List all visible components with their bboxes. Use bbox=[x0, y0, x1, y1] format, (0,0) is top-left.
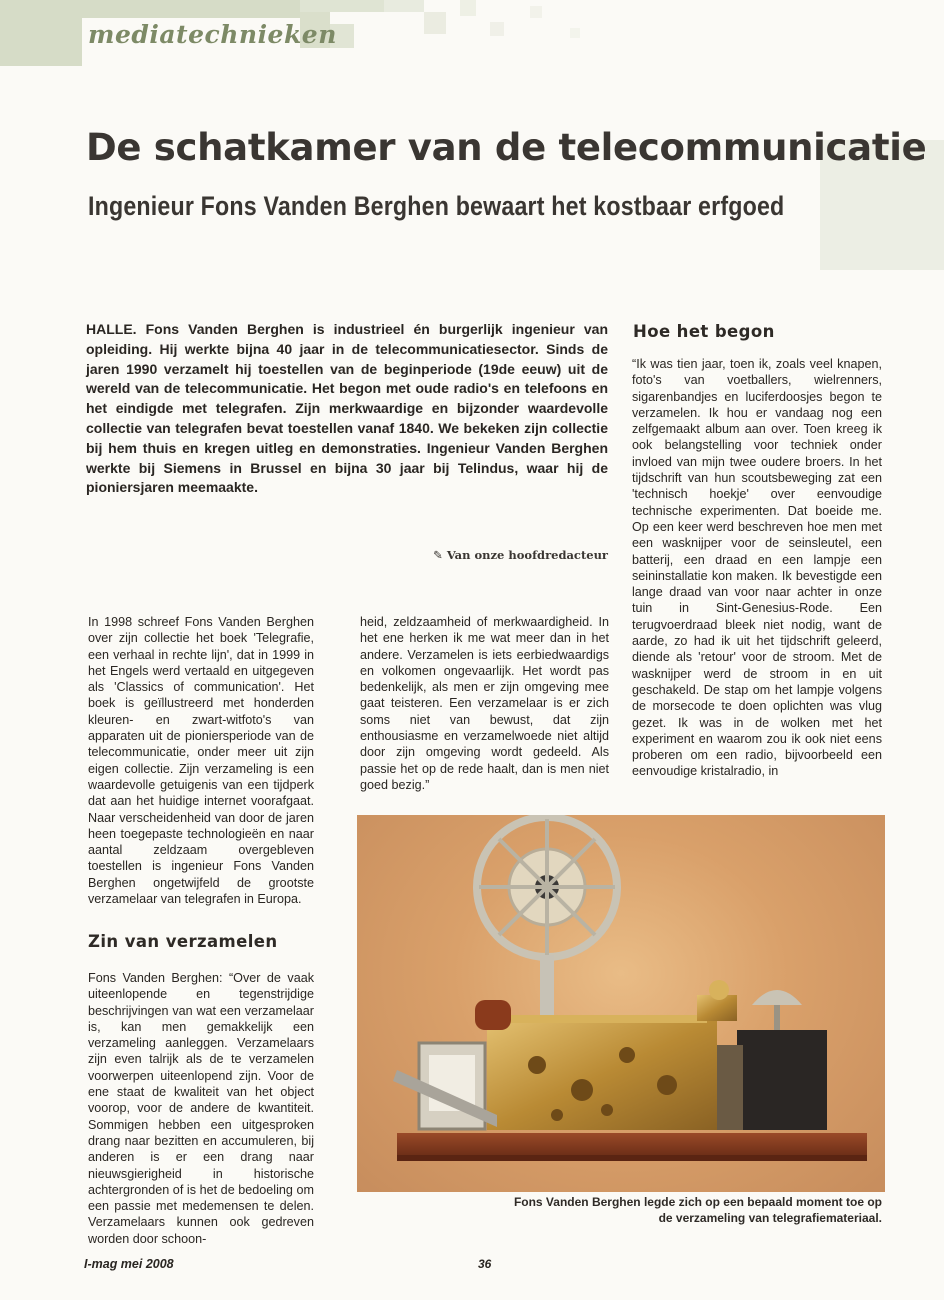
body-paragraph: In 1998 schreef Fons Vanden Berghen over zijn collectie het boek 'Telegrafie, een verhaal in rechte lijn', dat in 1999 in het Engels werd vertaald en uitgegeven als 'Classics of communication'. Het boek is geïllustreerd met honderden kleuren- en zwart-witfoto's van apparaten uit de pioniersperiode van de telecommunicatie, onder meer uit zijn eigen collectie. Zijn verzameling is een waardevolle getuigenis van een tijdperk dat aan het huidige internet voorafgaat. Naar verscheidenheid van door de jaren heen toegepaste technologieën en naar aantal zeldzaam overgebleven toestellen is ingenieur Fons Vanden Berghen ongetwijfeld de grootste verzamelaar van telegrafen in Europa. bbox=[88, 615, 314, 907]
byline bbox=[420, 548, 608, 562]
header-square bbox=[460, 0, 476, 16]
wooden-base bbox=[397, 1133, 867, 1155]
photo-caption: Fons Vanden Berghen legde zich op een bepaald moment toe op de verzameling van telegrafiemateriaal. bbox=[513, 1195, 882, 1225]
header-square bbox=[0, 18, 82, 66]
article-title: De schatkamer van de telecommunicatie bbox=[86, 126, 927, 169]
brass-wheel bbox=[709, 980, 729, 1000]
column-1-intro bbox=[88, 614, 314, 907]
telegraph-photo bbox=[357, 815, 885, 1192]
reel-post bbox=[540, 955, 554, 1025]
electromagnet-coil bbox=[737, 1030, 827, 1130]
brass-mechanism bbox=[487, 1020, 717, 1130]
article-subtitle: Ingenieur Fons Vanden Berghen bewaart het kostbaar erfgoed bbox=[88, 191, 785, 221]
footer-page-number: 36 bbox=[478, 1257, 492, 1271]
header-square bbox=[424, 12, 446, 34]
telegraph-illustration bbox=[357, 815, 885, 1192]
header-square bbox=[0, 0, 300, 18]
body-paragraph: heid, zeldzaamheid of merkwaardigheid. In het ene herken ik me wat meer dan in het andere. Verzamelen is iets eerbiedwaardigs en volkomen ongevaarlijk. Het wordt pas bedenkelijk, als men er zijn omgeving mee gaat teisteren. Een verzamelaar is er zich soms niet van bewust, dat zijn enthousiasme en verzamelwoede niet altijd door zijn omgeving wordt gedeeld. Als passie het op de rede haalt, dan is men niet goed bezig.” bbox=[360, 615, 609, 792]
header-square bbox=[530, 6, 542, 18]
pen-icon: ✎ bbox=[433, 548, 443, 562]
footer-issue: I-mag mei 2008 bbox=[84, 1257, 174, 1271]
header-square bbox=[490, 22, 504, 36]
column-2 bbox=[360, 614, 609, 793]
coil-bracket bbox=[717, 1045, 743, 1130]
body-paragraph: “Ik was tien jaar, toen ik, zoals veel knapen, foto's van voetballers, wielrenners, sigarenbandjes en luciferdoosjes begon te verzamelen. Ik hou er vandaag nog een zelfgemaakt album aan over. Toen kreeg ik ook belangstelling voor techniek onder invloed van mijn twee oudere broers. In het tijdschrift van hun scoutsbeweging zat een 'technisch hoekje' over eenvoudige technische experimenten. Dat boeide me. Op een keer werd beschreven hoe men met een wasknijper voor de seinsleutel, een batterij, een draad en een lampje een seininstallatie kon maken. Ik bevestigde een lange draad van voor naar achter in onze tuin in Sint-Genesius-Rode. Een terugvoerdraad bleek niet nodig, want de aarde, zo had ik uit het tijdschrift geleerd, diende als 'retour' voor de stroom. Met de wasknijper werd de stroom in en uit geschakeld. De stap om het lampje volgens de morsecode te doen oplichten was vlug gezet. Ik was in de wolken met het experiment en waarom zou ik ook niet eens proberen om een radio, bijvoorbeeld een eenvoudige kristalradio, in bbox=[632, 357, 882, 779]
lead-paragraph: HALLE. Fons Vanden Berghen is industrieel én burgerlijk ingenieur van opleiding. Hij werkte bijna 40 jaar in de telecommunicatiesector. Sinds de jaren 1990 verzamelt hij toestellen van de beginperiode (19de eeuw) uit de wereld van de telecommunicatie. Het begon met oude radio's en telefoons en het eindigde met telegrafen. Zijn merkwaardige en bijzonder waardevolle collectie van telegrafen bevat toestellen vanaf 1840. We bekeken zijn collectie bij hem thuis en kregen uitleg en demonstraties. Ingenieur Vanden Berghen werkte bij Siemens in Brussel en bijna 30 jaar bij Telindus, waar hij de pioniersjaren meemaakte. bbox=[86, 321, 608, 496]
header-square bbox=[300, 0, 384, 12]
header-square bbox=[570, 28, 580, 38]
column-1-zin bbox=[88, 970, 314, 1247]
header-square bbox=[384, 0, 424, 12]
bell-post bbox=[774, 1005, 780, 1030]
body-paragraph: Fons Vanden Berghen: “Over de vaak uiteenlopende en tegenstrijdige beschrijvingen van wat een verzamelaar is, kan men gemakkelijk een verzameling aanleggen. Verzamelaars zijn even talrijk als de te verzamelen voorwerpen uiteenlopend zijn. Voor de ene staat de kwaliteit van het object voorop, voor de andere de kwantiteit. Sommigen hebben een uitgesproken drang naar bezitten en accumuleren, bij anderen is er een drang naar nieuwsgierigheid in historische achtergronden of is het de bedoeling om een passie met medemensen te delen. Verzamelaars kunnen ook gedreven worden door schoon- bbox=[88, 971, 314, 1246]
section-heading-zin-van-verzamelen: Zin van verzamelen bbox=[88, 932, 278, 951]
bell-dome bbox=[752, 990, 802, 1005]
column-3 bbox=[632, 356, 882, 780]
brass-top-plate bbox=[497, 1015, 707, 1023]
wooden-knob bbox=[475, 1000, 511, 1030]
reel-spokes bbox=[479, 819, 615, 955]
base-shadow bbox=[397, 1155, 867, 1161]
section-heading-hoe-het-begon: Hoe het begon bbox=[633, 322, 775, 341]
byline-text: Van onze hoofdredacteur bbox=[446, 548, 608, 562]
header-band bbox=[0, 0, 944, 66]
section-label: mediatechnieken bbox=[88, 20, 337, 49]
